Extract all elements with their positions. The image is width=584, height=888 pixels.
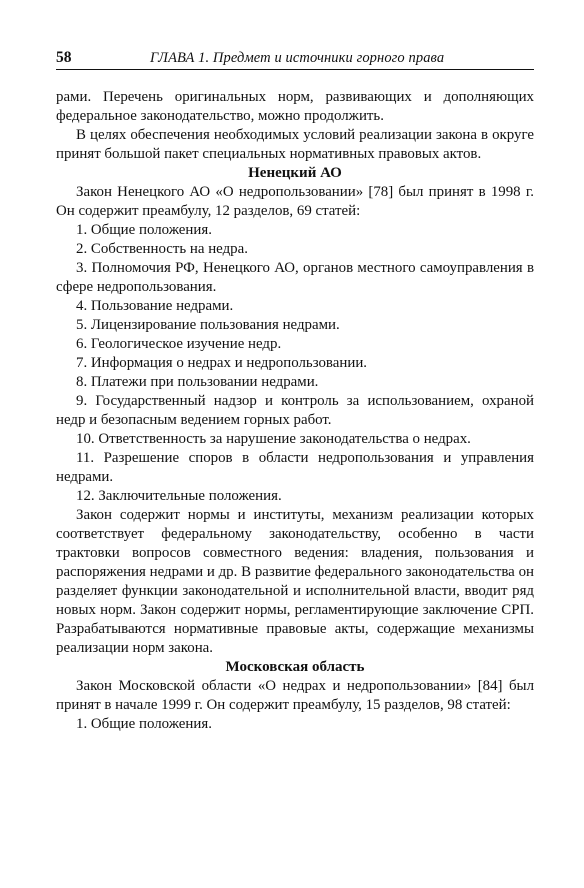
intro-paragraph: рами. Перечень оригинальных норм, развивающих и дополняющих федеральное законодательство, можно продолжить.	[56, 89, 534, 124]
list-item: 4. Пользование недрами.	[76, 298, 234, 314]
list-item: 8. Платежи при пользовании недрами.	[76, 374, 319, 390]
section-lead: Закон Московской области «О недрах и недропользовании» [84] был принят в начале 1999 г. Он содержит преамбулу, 15 разделов, 98 статей:	[56, 678, 534, 713]
intro-paragraph: В целях обеспечения необходимых условий реализации закона в округе принят большой пакет специальных нормативных правовых актов.	[56, 127, 534, 162]
page-header	[56, 47, 534, 70]
list-item: 12. Заключительные положения.	[76, 488, 282, 504]
list-item: 1. Общие положения.	[76, 222, 212, 238]
list-item: 11. Разрешение споров в области недропользования и управления недрами.	[56, 450, 534, 485]
list-item: 6. Геологическое изучение недр.	[76, 336, 282, 352]
section-conclusion: Закон содержит нормы и институты, механизм реализации которых соответствует федеральному законодательству, особенно в части трактовки вопросов совместного ведения: владения, пользования и распоряжения недрами и др. В развитие федерального законодательства он разделяет функции законодательной и исполнительной власти, вводит ряд новых норм. Закон содержит нормы, регламентирующие заключение СРП. Разрабатываются нормативные правовые акты, содержащие механизмы реализации норм закона.	[56, 507, 534, 656]
section-lead: Закон Ненецкого АО «О недропользовании» [78] был принят в 1998 г. Он содержит преамбулу, 12 разделов, 69 статей:	[56, 184, 534, 219]
list-item: 9. Государственный надзор и контроль за использованием, охраной недр и безопасным ведением горных работ.	[56, 393, 534, 428]
list-item: 10. Ответственность за нарушение законодательства о недрах.	[76, 431, 471, 447]
page-body	[56, 88, 534, 734]
list-item: 7. Информация о недрах и недропользовании.	[76, 355, 368, 371]
section-heading-nenets: Ненецкий АО	[248, 165, 342, 181]
list-item: 2. Собственность на недра.	[76, 241, 248, 257]
list-item: 1. Общие положения.	[76, 716, 212, 732]
list-item: 3. Полномочия РФ, Ненецкого АО, органов местного самоуправления в сфере недропользования.	[56, 260, 534, 295]
running-title: ГЛАВА 1. Предмет и источники горного права	[150, 50, 445, 66]
page-number: 58	[56, 49, 72, 66]
section-heading-moscow: Московская область	[225, 659, 365, 675]
list-item: 5. Лицензирование пользования недрами.	[76, 317, 340, 333]
